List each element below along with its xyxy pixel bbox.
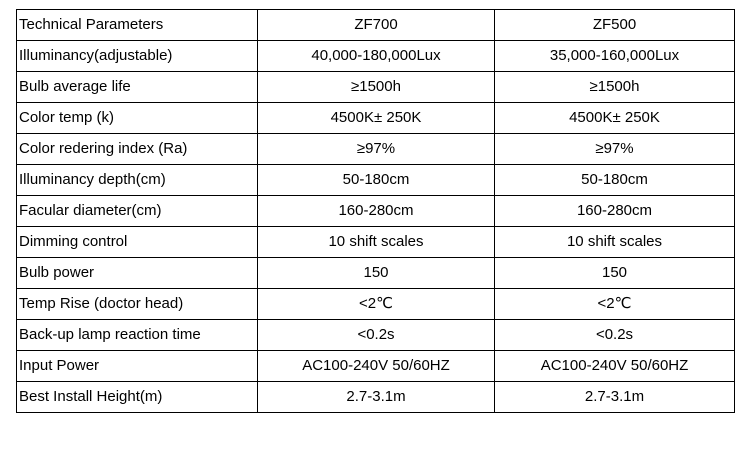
zf700-value-cell: 150 <box>258 258 495 289</box>
header-cell-zf500: ZF500 <box>495 10 735 41</box>
zf500-value-cell: <0.2s <box>495 320 735 351</box>
zf700-value-cell: 50-180cm <box>258 165 495 196</box>
param-name-cell: Best Install Height(m) <box>17 382 258 413</box>
zf500-value-cell: 50-180cm <box>495 165 735 196</box>
zf700-value-cell: 4500K± 250K <box>258 103 495 134</box>
zf700-value-cell: ≥97% <box>258 134 495 165</box>
zf500-value-cell: 2.7-3.1m <box>495 382 735 413</box>
param-name-cell: Back-up lamp reaction time <box>17 320 258 351</box>
param-name-cell: Facular diameter(cm) <box>17 196 258 227</box>
zf700-value-cell: <0.2s <box>258 320 495 351</box>
param-name-cell: Color temp (k) <box>17 103 258 134</box>
zf500-value-cell: 4500K± 250K <box>495 103 735 134</box>
zf700-value-cell: 160-280cm <box>258 196 495 227</box>
zf500-value-cell: 10 shift scales <box>495 227 735 258</box>
table-row <box>17 72 735 103</box>
param-name-cell: Bulb power <box>17 258 258 289</box>
header-cell-zf700: ZF700 <box>258 10 495 41</box>
table-row <box>17 382 735 413</box>
zf500-value-cell: AC100-240V 50/60HZ <box>495 351 735 382</box>
zf700-value-cell: 10 shift scales <box>258 227 495 258</box>
header-cell-parameter: Technical Parameters <box>17 10 258 41</box>
table-row <box>17 41 735 72</box>
table-row <box>17 351 735 382</box>
table-row <box>17 165 735 196</box>
table-row <box>17 196 735 227</box>
zf500-value-cell: <2℃ <box>495 289 735 320</box>
table-header-row <box>17 10 735 41</box>
table-row <box>17 258 735 289</box>
param-name-cell: Illuminancy(adjustable) <box>17 41 258 72</box>
table-row <box>17 289 735 320</box>
zf700-value-cell: ≥1500h <box>258 72 495 103</box>
param-name-cell: Dimming control <box>17 227 258 258</box>
table-row <box>17 320 735 351</box>
zf700-value-cell: <2℃ <box>258 289 495 320</box>
zf700-value-cell: 40,000-180,000Lux <box>258 41 495 72</box>
param-name-cell: Color redering index (Ra) <box>17 134 258 165</box>
param-name-cell: Input Power <box>17 351 258 382</box>
zf500-value-cell: 160-280cm <box>495 196 735 227</box>
param-name-cell: Bulb average life <box>17 72 258 103</box>
table-row <box>17 103 735 134</box>
zf500-value-cell: 35,000-160,000Lux <box>495 41 735 72</box>
param-name-cell: Temp Rise (doctor head) <box>17 289 258 320</box>
table-row <box>17 134 735 165</box>
spec-table <box>16 9 735 413</box>
zf700-value-cell: 2.7-3.1m <box>258 382 495 413</box>
table-row <box>17 227 735 258</box>
zf500-value-cell: ≥97% <box>495 134 735 165</box>
zf700-value-cell: AC100-240V 50/60HZ <box>258 351 495 382</box>
zf500-value-cell: 150 <box>495 258 735 289</box>
param-name-cell: Illuminancy depth(cm) <box>17 165 258 196</box>
zf500-value-cell: ≥1500h <box>495 72 735 103</box>
